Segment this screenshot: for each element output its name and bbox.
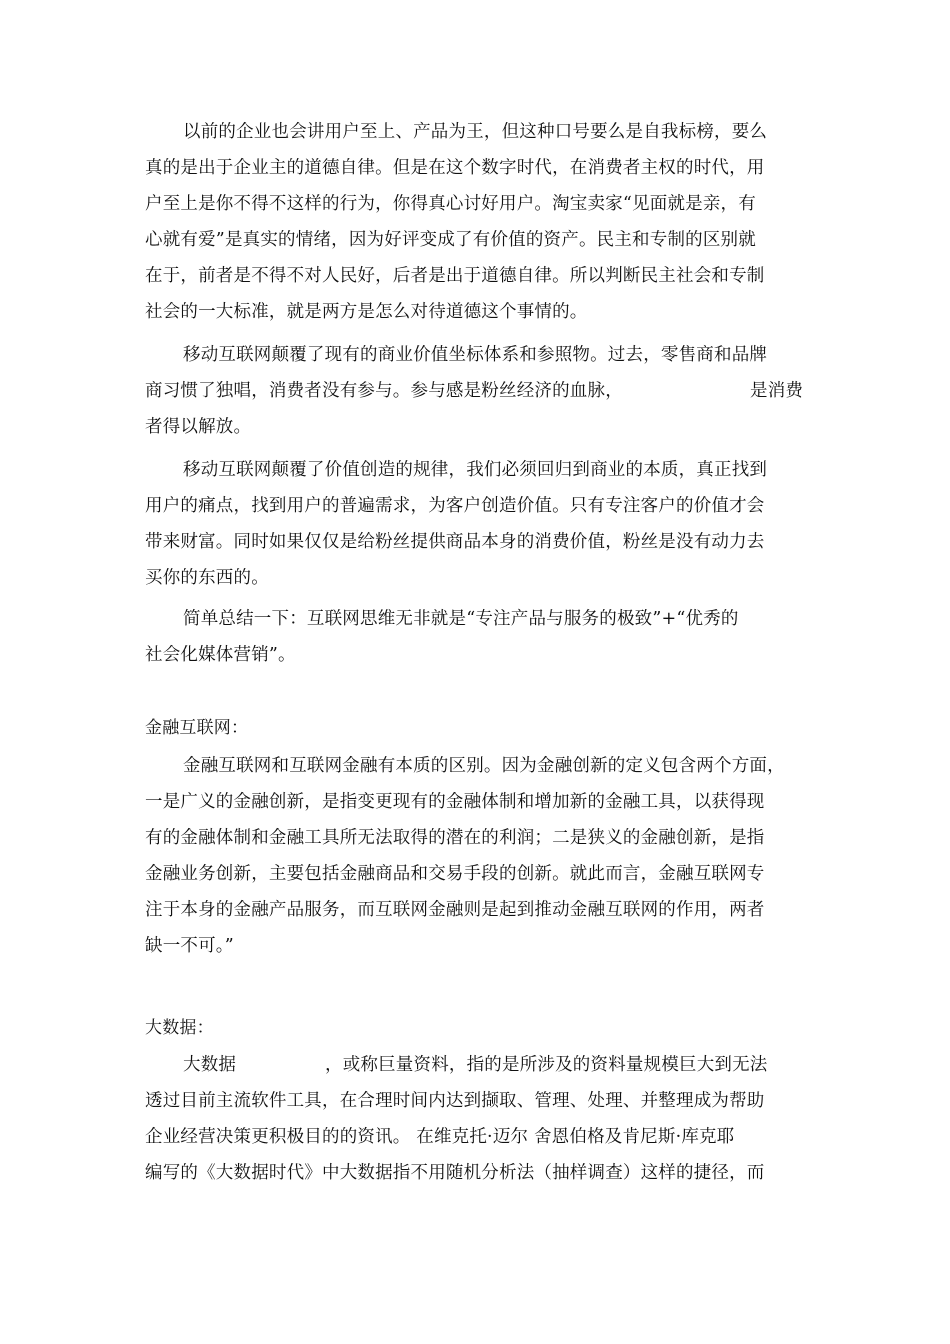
- paragraph-5-line-4: 金融业务创新，主要包括金融商品和交易手段的创新。就此而言，金融互联网专: [145, 864, 765, 884]
- paragraph-4-line-2: 社会化媒体营销”。: [145, 645, 296, 665]
- section-heading-finance-internet: 金融互联网：: [145, 718, 249, 738]
- paragraph-2-line-2-tail: 是消费: [750, 381, 804, 401]
- paragraph-1-line-1: 以前的企业也会讲用户至上、产品为王，但这种口号要么是自我标榜，要么: [183, 122, 768, 142]
- section-heading-big-data: 大数据：: [145, 1018, 214, 1038]
- paragraph-5-line-2: 一是广义的金融创新，是指变更现有的金融体制和增加新的金融工具，以获得现: [145, 792, 765, 812]
- paragraph-6-line-1-start: 大数据: [183, 1055, 237, 1075]
- paragraph-3-line-3: 带来财富。同时如果仅仅是给粉丝提供商品本身的消费价值，粉丝是没有动力去: [145, 532, 765, 552]
- paragraph-5-line-1: 金融互联网和互联网金融有本质的区别。因为金融创新的定义包含两个方面，: [183, 756, 785, 776]
- paragraph-4-line-1: 简单总结一下：互联网思维无非就是“专注产品与服务的极致”+“优秀的: [183, 609, 739, 629]
- paragraph-2-line-3: 者得以解放。: [145, 417, 252, 437]
- paragraph-6-line-4: 编写的《大数据时代》中大数据指不用随机分析法（抽样调查）这样的捷径，而: [145, 1163, 765, 1183]
- paragraph-3-line-2: 用户的痛点，找到用户的普遍需求，为客户创造价值。只有专注客户的价值才会: [145, 496, 765, 516]
- paragraph-1-line-5: 在于，前者是不得不对人民好，后者是出于道德自律。所以判断民主社会和专制: [145, 266, 765, 286]
- paragraph-5-line-6: 缺一不可。”: [145, 936, 234, 956]
- paragraph-2-line-1: 移动互联网颠覆了现有的商业价值坐标体系和参照物。过去，零售商和品牌: [183, 345, 768, 365]
- paragraph-5-line-3: 有的金融体制和金融工具所无法取得的潜在的利润；二是狭义的金融创新，是指: [145, 828, 765, 848]
- paragraph-1-line-2: 真的是出于企业主的道德自律。但是在这个数字时代，在消费者主权的时代，用: [145, 158, 765, 178]
- paragraph-3-line-1: 移动互联网颠覆了价值创造的规律，我们必须回归到商业的本质，真正找到: [183, 460, 768, 480]
- paragraph-1-line-3: 户至上是你不得不这样的行为，你得真心讨好用户。淘宝卖家“见面就是亲，有: [145, 194, 756, 214]
- paragraph-6-line-1-rest: ，或称巨量资料，指的是所涉及的资料量规模巨大到无法: [325, 1055, 768, 1075]
- paragraph-6-line-3: 企业经营决策更积极目的的资讯。 在维克托·迈尔 舍恩伯格及肯尼斯·库克耶: [145, 1127, 735, 1147]
- paragraph-1-line-4: 心就有爱”是真实的情绪，因为好评变成了有价值的资产。民主和专制的区别就: [145, 230, 756, 250]
- paragraph-6-line-2: 透过目前主流软件工具，在合理时间内达到撷取、管理、处理、并整理成为帮助: [145, 1091, 765, 1111]
- paragraph-1-line-6: 社会的一大标准，就是两方是怎么对待道德这个事情的。: [145, 302, 588, 322]
- paragraph-2-line-2: 商习惯了独唱，消费者没有参与。参与感是粉丝经济的血脉，: [145, 381, 623, 401]
- paragraph-3-line-4: 买你的东西的。: [145, 568, 269, 588]
- paragraph-5-line-5: 注于本身的金融产品服务，而互联网金融则是起到推动金融互联网的作用，两者: [145, 900, 765, 920]
